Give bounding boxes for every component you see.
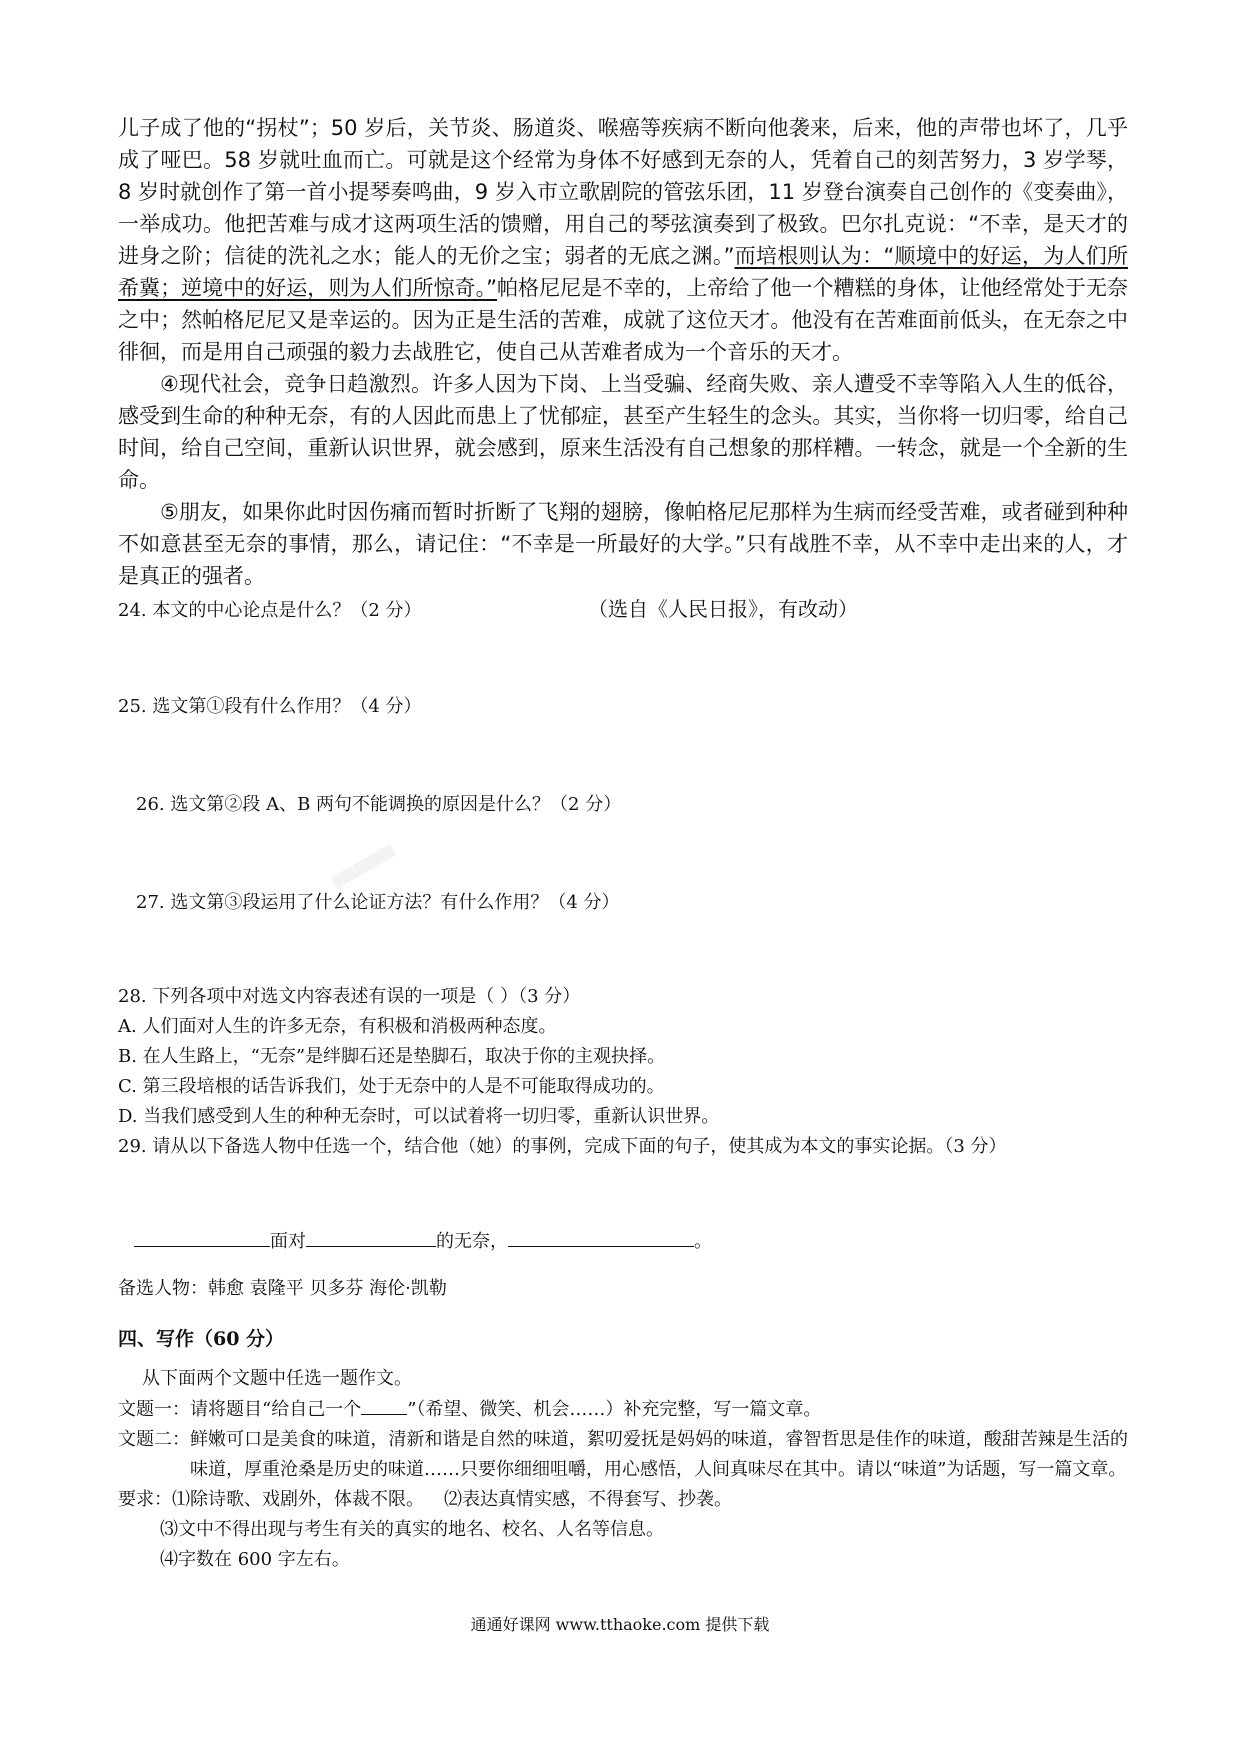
article: [118, 112, 1128, 626]
question-26: 26. 选文第②段 A、B 两句不能调换的原因是什么？（2 分）: [136, 794, 622, 815]
candidate-people: 备选人物：韩愈 袁隆平 贝多芬 海伦·凯勒: [118, 1278, 447, 1299]
topic-one: [118, 1394, 1128, 1425]
sentence-part-2: 的无奈，: [436, 1231, 508, 1252]
question-28: 28. 下列各项中对选文内容表述有误的一项是（ ）（3 分）: [118, 986, 581, 1007]
question-24: 24. 本文的中心论点是什么？（2 分）: [118, 600, 422, 621]
option-c: C. 第三段培根的话告诉我们，处于无奈中的人是不可能取得成功的。: [118, 1076, 665, 1097]
article-paragraph-5: ⑤朋友，如果你此时因伤痛而暂时折断了飞翔的翅膀，像帕格尼尼那样为生病而经受苦难，或者碰到种种不如意甚至无奈的事情，那么，请记住：“不幸是一所最好的大学。”只有战胜不幸，从不幸中走出来的人，才是真正的强者。: [118, 500, 1128, 588]
option-d: D. 当我们感受到人生的种种无奈时，可以试着将一切归零，重新认识世界。: [118, 1106, 720, 1127]
requirements-label: 要求：: [118, 1489, 172, 1510]
sentence-end: 。: [694, 1231, 712, 1252]
paragraph-3-underlined-quote: 而培根则认为：“顺境中的好运，为人们所希冀；逆境中的好运，则为人们所惊奇。”: [118, 244, 1128, 300]
answer-blank-person[interactable]: [134, 1226, 270, 1247]
article-paragraph-4: ④现代社会，竞争日趋激烈。许多人因为下岗、上当受骗、经商失败、亲人遭受不幸等陷入人生的低谷，感受到生命的种种无奈，有的人因此而患上了忧郁症，甚至产生轻生的念头。其实，当你将一切归零，给自己时间，给自己空间，重新认识世界，就会感到，原来生活没有自己想象的那样糟。一转念，就是一个全新的生命。: [118, 372, 1128, 492]
page-footer: 通通好课网 www.tthaoke.com 提供下载: [470, 1615, 770, 1634]
watermark-decoration: ▒▒▒▒▒▒▒▒: [331, 843, 397, 890]
question-25: 25. 选文第①段有什么作用？（4 分）: [118, 696, 422, 717]
option-b: B. 在人生路上，“无奈”是绊脚石还是垫脚石，取决于你的主观抉择。: [118, 1046, 666, 1067]
article-paragraph-3: [118, 112, 1128, 368]
sentence-part-1: 面对: [270, 1231, 306, 1252]
requirement-3: ⑶文中不得出现与考生有关的真实的地名、校名、人名等信息。: [160, 1519, 664, 1540]
topic-one-prefix: 文题一：请将题目“给自己一个: [118, 1399, 362, 1420]
paragraph-3-text-b: 帕格尼尼是不幸的，上帝给了他一个糟糕的身体，让他经常处于无奈之中；然帕格尼尼又是幸运的。因为正是生活的苦难，成就了这位天才。他没有在苦难面前低头，在无奈之中徘徊，而是用自己顽强的毅力去战胜它，使自己从苦难者成为一个音乐的天才。: [118, 276, 1128, 364]
topic-two: [118, 1425, 1128, 1485]
requirements-line-1: [118, 1485, 1128, 1515]
writing-heading: 四、写作（60 分）: [118, 1328, 285, 1350]
answer-blank-situation[interactable]: [306, 1226, 436, 1247]
topic-one-blank[interactable]: [361, 1394, 407, 1415]
topic-two-label: 文题二：: [118, 1429, 190, 1450]
option-a: A. 人们面对人生的许多无奈，有积极和消极两种态度。: [118, 1016, 557, 1037]
paragraph-3-text-a: 儿子成了他的“拐杖”；50 岁后，关节炎、肠道炎、喉癌等疾病不断向他袭来，后来，他的声带也坏了，几乎成了哑巴。58 岁就吐血而亡。可就是这个经常为身体不好感到无奈的人，凭着自己的刻苦努力，3 岁学琴，8 岁时就创作了第一首小提琴奏鸣曲，9 岁入市立歌剧院的管弦乐团，11 岁登台演奏自己创作的《变奏曲》，一举成功。他把苦难与成才这两项生活的馈赠，用自己的琴弦演奏到了极致。巴尔扎克说：“不幸，是天才的进身之阶；信徒的洗礼之水；能人的无价之宝；弱者的无底之渊。”: [118, 116, 1128, 268]
answer-blank-result[interactable]: [508, 1226, 694, 1247]
writing-intro: 从下面两个文题中任选一题作文。: [142, 1368, 412, 1389]
topic-one-suffix: ”（希望、微笑、机会……）补充完整，写一篇文章。: [407, 1399, 822, 1420]
topic-two-text: 鲜嫩可口是美食的味道，清新和谐是自然的味道，絮叨爱抚是妈妈的味道，睿智哲思是佳作的味道，酸甜苦辣是生活的味道，厚重沧桑是历史的味道……只要你细细咀嚼，用心感悟，人间真味尽在其中。请以“味道”为话题，写一篇文章。: [190, 1429, 1128, 1480]
question-29: 29. 请从以下备选人物中任选一个，结合他（她）的事例，完成下面的句子，使其成为本文的事实论据。（3 分）: [118, 1136, 1007, 1157]
writing-section: [118, 1364, 1128, 1575]
requirement-1: ⑴除诗歌、戏剧外，体裁不限。: [172, 1489, 424, 1510]
question-28-block: [118, 982, 1128, 1162]
requirement-4: ⑷字数在 600 字左右。: [160, 1549, 350, 1570]
requirement-2: ⑵表达真情实感，不得套写、抄袭。: [444, 1489, 732, 1510]
question-29-sentence: [134, 1226, 1144, 1257]
question-27: 27. 选文第③段运用了什么论证方法？有什么作用？（4 分）: [136, 892, 620, 913]
article-source: （选自《人民日报》，有改动）: [588, 597, 858, 621]
